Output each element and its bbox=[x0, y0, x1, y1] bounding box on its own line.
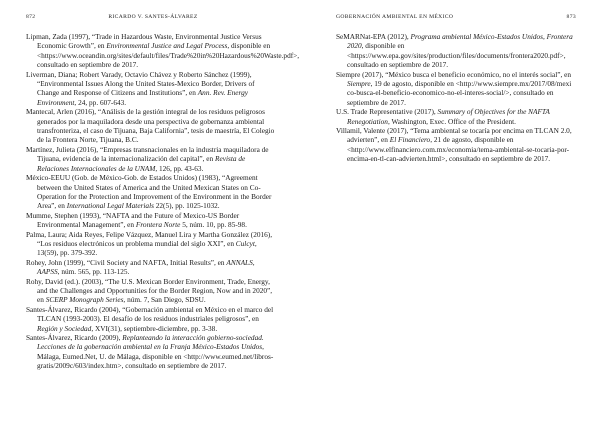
running-head: GOBERNACIÓN AMBIENTAL EN MÉXICO bbox=[336, 14, 454, 20]
page-number: 873 bbox=[566, 14, 576, 20]
reference-entry: Mantecal, Arlen (2016), “Análisis de la gestión integral de los residuos peligrosos generados por la maquiladora desde una perspectiva de gobernanza ambiental transfronteriza, el caso de Tijuana, Baja California”, tesis de maestría, El Colegio de la Frontera Norte, Tijuana, B.C. bbox=[26, 107, 275, 145]
reference-entry: U.S. Trade Representative (2017), Summary of Objectives for the NAFTA Renegotiation, Washington, Exec. Office of the President. bbox=[336, 107, 550, 126]
reference-entry: Rohey, John (1999), “Civil Society and NAFTA, Initial Results”, en ANNALS, AAPSS, núm. 565, pp. 113-125. bbox=[26, 257, 255, 277]
reference-entry: Santes-Álvarez, Ricardo (2004), “Gobernación ambiental en México en el marco del TLCAN (1993-2003). El desafío de los residuos industriales peligrosos”, en Región y Sociedad, XVI(31), septiembre-diciembre, pp. 3-38. bbox=[26, 304, 274, 333]
reference-list bbox=[336, 32, 576, 164]
reference-entry: Rohy, David (ed.). (2003), “The U.S. Mexican Border Environment, Trade, Energy, and the Challenges and Opportunities for the Border Region, Now and in 2020”, en SCERP Monograph Series, núm. 7, San Diego, SDSU. bbox=[26, 276, 273, 305]
reference-entry: Lipman, Zada (1997), “Trade in Hazardous Waste, Environmental Justice Versus Economic Growth”, en Environmental Justice and Legal Process, disponible en <https://www.oceandin.org/sites/default/files/Trade%20in%20Hazardous%20Waste.pdf>, consultado en septiembre de 2017. bbox=[26, 32, 300, 70]
reference-entry: Liverman, Diana; Robert Varady, Octavio Chávez y Roberto Sánchez (1999), “Environmental Issues Along the United States-Mexico Border, Drivers of Change and Response of Citizens and Institutions”, en Ann. Rev. Energy Environment, 24, pp. 607-643. bbox=[26, 69, 255, 107]
reference-entry: Martínez, Julieta (2016), “Empresas transnacionales en la industria maquiladora de Tijuana, evidencia de la internacionalización del capital”, en Revista de Relaciones Internacionales de la UNAM, 126, pp. 43-63. bbox=[26, 144, 269, 173]
running-head: RICARDO V. SANTES-ÁLVAREZ bbox=[108, 14, 198, 20]
page-number: 872 bbox=[26, 14, 36, 20]
right-page bbox=[300, 0, 600, 431]
reference-entry: Palma, Laura; Aida Reyes, Felipe Vázquez, Manuel Lira y Martha González (2016), “Los residuos electrónicos un problema mundial del siglo XXI”, en Culcyt, 13(59), pp. 379-392. bbox=[26, 229, 273, 258]
reference-entry: Villamil, Valente (2017), “Tema ambiental se tocaría por encima en TLCAN 2.0, advierten”, en El Financiero, 21 de agosto, disponible en <http://www.elfinanciero.com.mx/economia/tema-ambiental-se-tocaria-por-encima-en-tl-can-advierten.html>, consultado en septiembre de 2017. bbox=[336, 126, 572, 164]
left-page-header bbox=[26, 14, 280, 24]
reference-entry: Santes-Álvarez, Ricardo (2009), Replanteando la interacción gobierno-sociedad. Lecciones de la gobernación ambiental en la Franja México-Estados Unidos, Málaga, Eumed.Net, U. de Málaga, disponible en <http://www.eumed.net/libros-gratis/2009c/603/index.htm>, consultado en septiembre de 2017. bbox=[26, 333, 274, 371]
right-page-header bbox=[336, 14, 576, 24]
reference-entry: Mumme, Stephen (1993), “NAFTA and the Future of Mexico-US Border Environmental Management”, en Frontera Norte 5, núm. 10, pp. 85-98. bbox=[26, 210, 247, 230]
reference-entry: México-EEUU (Gob. de México-Gob. de Estados Unidos) (1983), “Agreement between the United States of America and the United Mexican States on Co-Operation for the Protection and Improvement of the Environment in the Border Area”, en International Legal Materials 22(5), pp. 1025-1032. bbox=[26, 173, 272, 211]
reference-list bbox=[26, 32, 300, 371]
reference-entry: Siempre (2017), “México busca el beneficio económico, no el interés social”, en Siempre, 19 de agosto, disponible en <http://www.siempre.mx/2017/08/mexi co-busca-el-beneficio-economico-no-el-interes-social/>, consultado en septiembre de 2017. bbox=[336, 69, 572, 107]
reference-entry: SeMARNat-EPA (2012), Programa ambiental México-Estados Unidos, Frontera 2020, disponible en <https://www.epa.gov/sites/production/files/documents/frontera2020.pdf>, consultado en septiembre de 2017. bbox=[336, 32, 573, 70]
